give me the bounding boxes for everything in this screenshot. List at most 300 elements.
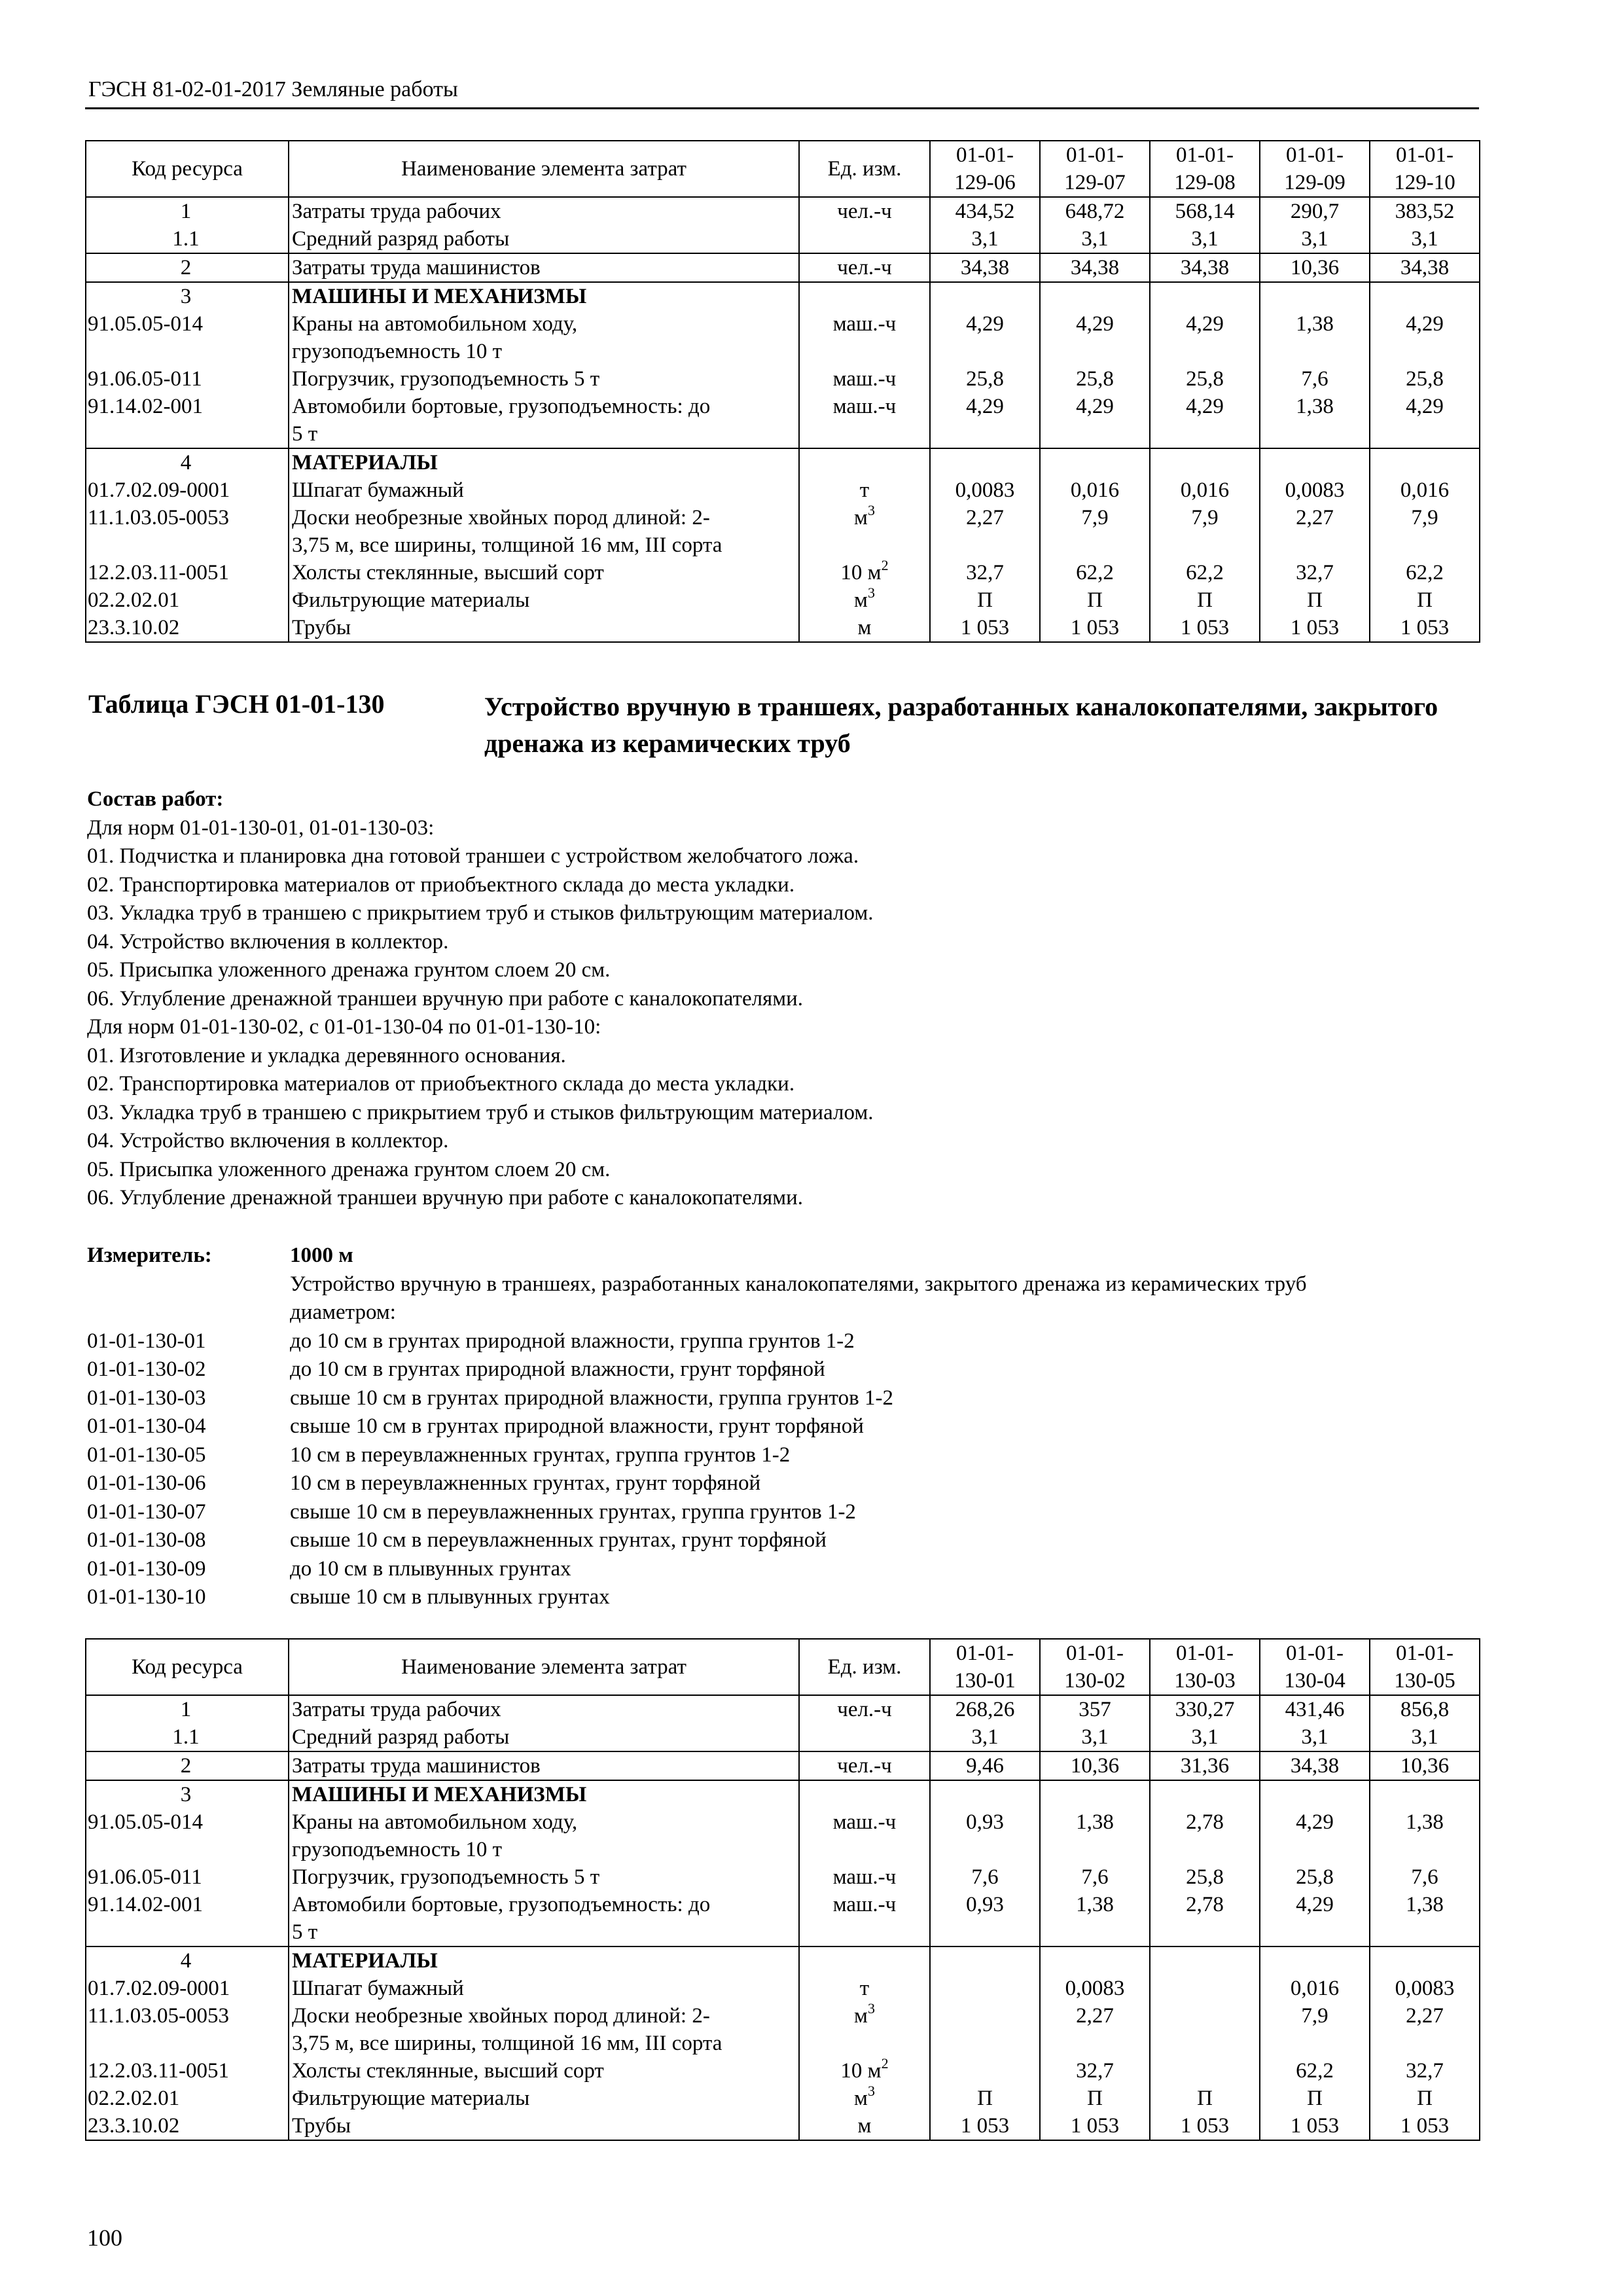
norm-value: 7,6 [930,1863,1040,1891]
table-label: Таблица ГЭСН 01-01-130 [88,689,385,719]
norm-value: 4,29 [1150,393,1260,448]
unit [799,559,930,586]
norm-value: 7,9 [1370,504,1480,559]
resource-code: 02.2.02.01 [86,2085,289,2112]
header-norm-code-line: 01-01- [1066,1641,1124,1665]
norm-value: 2,78 [1150,1891,1260,1946]
measurement-label: Измеритель: [87,1244,212,1267]
norm-value: 1 053 [1150,614,1260,642]
norm-value: 856,8 [1370,1695,1480,1723]
header-norm-code-line: 129-06 [954,171,1016,194]
norm-value: 357 [1040,1695,1150,1723]
cost-element-name [289,1780,799,1808]
norm-value: 434,52 [930,197,1040,225]
norm-value: 568,14 [1150,197,1260,225]
header-norm-code-line: 01-01- [1176,1641,1234,1665]
norm-value: 1,38 [1260,393,1370,448]
norm-value [1260,448,1370,476]
unit-text: 10 м [840,561,882,584]
work-composition [87,785,1461,1213]
work-step: 02. Транспортировка материалов от приобъектного склада до места укладки. [87,872,795,897]
norm-item [87,1441,1474,1470]
table-row [86,225,1480,253]
norm-value [930,448,1040,476]
unit [799,1946,930,1975]
table-row [86,1891,1480,1946]
table-row [86,1695,1480,1723]
table-row [86,2085,1480,2112]
norm-value: 62,2 [1260,2057,1370,2085]
cost-element-line: 3,75 м, все ширины, толщиной 16 мм, III сорта [292,533,722,557]
unit-text: м [854,506,868,529]
table-row [86,1863,1480,1891]
cost-element-line: Автомобили бортовые, грузоподъемность: до [292,1893,711,1916]
header-norm-code-line: 130-03 [1174,1669,1236,1693]
norm-item [87,1583,1474,1612]
table-row [86,1975,1480,2002]
work-step: 01. Изготовление и укладка деревянного основания. [87,1043,566,1067]
cost-element-line: Затраты труда машинистов [292,256,541,279]
cost-element-name [289,365,799,393]
cost-element-line: грузоподъемность 10 т [292,1838,503,1861]
cost-element-line: Затраты труда рабочих [292,200,501,223]
unit [799,1863,930,1891]
norm-value: 290,7 [1260,197,1370,225]
norm-value: 7,6 [1370,1863,1480,1891]
norm-description: 10 см в переувлажненных грунтах, группа грунтов 1-2 [290,1443,791,1467]
norm-value: 2,27 [930,504,1040,559]
norm-value: 25,8 [1150,365,1260,393]
header-norm-code-line: 01-01- [1396,143,1454,167]
unit [799,504,930,559]
cost-element-line: Холсты стеклянные, высший сорт [292,2059,604,2083]
unit [799,310,930,365]
cost-element-line: Шпагат бумажный [292,1977,464,2000]
norm-description: свыше 10 см в переувлажненных грунтах, группа грунтов 1-2 [290,1499,856,1524]
norm-value: 3,1 [1370,1723,1480,1751]
cost-element-line: МАШИНЫ И МЕХАНИЗМЫ [292,285,587,308]
unit [799,2057,930,2085]
header-norm-code-line: 130-05 [1394,1669,1455,1693]
cost-element-line: Средний разряд работы [292,1725,510,1749]
header-unit: Ед. изм. [799,1639,930,1695]
unit [799,2002,930,2057]
norm-value [930,1946,1040,1975]
norm-value: 3,1 [1260,225,1370,253]
table-row [86,2112,1480,2140]
table-row [86,365,1480,393]
header-norm-code-line: 01-01- [1396,1641,1454,1665]
norm-value: 4,29 [1260,1891,1370,1946]
header-norm-code-line: 129-09 [1284,171,1346,194]
norm-value: 3,1 [1040,1723,1150,1751]
norm-value: 2,78 [1150,1808,1260,1863]
unit-text: маш.-ч [832,395,897,418]
unit [799,1695,930,1723]
norm-value: 7,6 [1260,365,1370,393]
cost-element-name [289,448,799,476]
norm-description: до 10 см в грунтах природной влажности, группа грунтов 1-2 [290,1329,855,1353]
cost-element-name [289,1751,799,1780]
cost-element-name [289,282,799,310]
norm-value: 10,36 [1040,1751,1150,1780]
norm-value: 34,38 [1370,253,1480,282]
norm-description: до 10 см в грунтах природной влажности, грунт торфяной [290,1357,825,1381]
header-rule [85,107,1479,109]
unit-text: маш.-ч [832,1810,897,1834]
norm-value [1150,448,1260,476]
norm-code: 01-01-130-03 [87,1386,206,1410]
norm-value [1040,1780,1150,1808]
unit-text: м [857,2114,872,2138]
norm-value: 4,29 [1370,310,1480,365]
measurement-description-cont: диаметром: [290,1300,396,1324]
resource-code: 1.1 [86,225,289,253]
norm-value: 25,8 [1260,1863,1370,1891]
resource-code: 1 [86,1695,289,1723]
resource-code: 91.06.05-011 [86,365,289,393]
norm-code: 01-01-130-10 [87,1585,206,1609]
cost-element-line: МАТЕРИАЛЫ [292,1949,438,1973]
norm-value: 1,38 [1370,1808,1480,1863]
resource-code: 91.05.05-014 [86,1808,289,1863]
cost-element-name [289,2057,799,2085]
norm-value [1150,1946,1260,1975]
cost-element-line: 5 т [292,1920,318,1944]
unit [799,393,930,448]
table-row [86,586,1480,614]
header-resource-code: Код ресурса [86,1639,289,1695]
table-row [86,476,1480,504]
resource-code: 01.7.02.09-0001 [86,1975,289,2002]
norm-code: 01-01-130-07 [87,1499,206,1524]
cost-element-line: 3,75 м, все ширины, толщиной 16 мм, III сорта [292,2032,722,2055]
norm-value: 7,9 [1150,504,1260,559]
resource-code: 2 [86,1751,289,1780]
norm-value [1370,1946,1480,1975]
cost-element-name [289,476,799,504]
norm-description: до 10 см в плывунных грунтах [290,1556,571,1581]
norm-value: 2,27 [1370,2002,1480,2057]
norm-value: 0,0083 [1040,1975,1150,2002]
cost-element-line: Доски необрезные хвойных пород длиной: 2- [292,2004,710,2028]
norm-value: П [1370,2085,1480,2112]
norm-value [1260,1780,1370,1808]
norm-value: 0,016 [1260,1975,1370,2002]
norm-value: 1,38 [1370,1891,1480,1946]
resource-code: 4 [86,448,289,476]
norm-value: 1,38 [1040,1808,1150,1863]
resource-code: 91.05.05-014 [86,310,289,365]
cost-element-line: Погрузчик, грузоподъемность 5 т [292,367,600,391]
unit-text: чел.-ч [837,256,892,279]
norm-value [930,2002,1040,2057]
norm-value [1150,282,1260,310]
cost-element-line: Фильтрующие материалы [292,2087,530,2110]
norm-value [1150,2057,1260,2085]
table-row [86,448,1480,476]
cost-element-name [289,1808,799,1863]
unit-exponent: 3 [867,2000,875,2017]
norm-value: 1,38 [1260,310,1370,365]
norm-value: 62,2 [1040,559,1150,586]
norm-value: 383,52 [1370,197,1480,225]
work-step: 04. Устройство включения в коллектор. [87,929,449,954]
table-row [86,1780,1480,1808]
cost-element-name [289,586,799,614]
cost-element-name [289,2112,799,2140]
resource-code: 91.14.02-001 [86,1891,289,1946]
norm-value: 4,29 [1040,393,1150,448]
norm-value: 7,9 [1040,504,1150,559]
unit [799,365,930,393]
norm-value: 32,7 [930,559,1040,586]
work-step: 04. Устройство включения в коллектор. [87,1129,449,1153]
norm-description: свыше 10 см в плывунных грунтах [290,1585,610,1609]
header-norm-code-line: 130-01 [954,1669,1016,1693]
table-row [86,559,1480,586]
header-resource-code: Код ресурса [86,141,289,197]
norm-value: П [1040,586,1150,614]
norm-value: 1,38 [1040,1891,1150,1946]
header-norm-code [1040,141,1150,197]
resource-code: 1 [86,197,289,225]
unit-exponent: 2 [881,2055,889,2072]
norm-value: 4,29 [930,393,1040,448]
norm-description: свыше 10 см в грунтах природной влажности, грунт торфяной [290,1414,864,1438]
norm-value: 0,0083 [1260,476,1370,504]
header-norm-code [1150,1639,1260,1695]
norm-code: 01-01-130-08 [87,1528,206,1552]
header-cost-element: Наименование элемента затрат [289,141,799,197]
cost-element-name [289,197,799,225]
norm-value [1150,2002,1260,2057]
norm-description: свыше 10 см в грунтах природной влажности, группа грунтов 1-2 [290,1386,893,1410]
unit [799,1891,930,1946]
norm-value: П [930,586,1040,614]
norm-value: 25,8 [1370,365,1480,393]
resource-code: 12.2.03.11-0051 [86,2057,289,2085]
cost-element-line: МАТЕРИАЛЫ [292,451,438,475]
table-row [86,253,1480,282]
norm-value: 62,2 [1370,559,1480,586]
cost-element-line: Доски необрезные хвойных пород длиной: 2- [292,506,710,529]
resource-code: 01.7.02.09-0001 [86,476,289,504]
unit-text: 10 м [840,2059,882,2083]
header-norm-code [1260,1639,1370,1695]
norm-value: 1 053 [930,2112,1040,2140]
norm-value [1260,282,1370,310]
resource-code: 91.14.02-001 [86,393,289,448]
norm-item [87,1469,1474,1498]
work-step: 05. Присыпка уложенного дренажа грунтом слоем 20 см. [87,1157,611,1181]
header-norm-code-line: 01-01- [1286,1641,1344,1665]
norm-value: П [1260,2085,1370,2112]
work-step: 03. Укладка труб в траншею с прикрытием труб и стыков фильтрующим материалом. [87,1100,874,1124]
cost-element-line: грузоподъемность 10 т [292,340,503,363]
header-norm-code [1150,141,1260,197]
norm-value: 0,016 [1370,476,1480,504]
header-norm-code-line: 01-01- [1176,143,1234,167]
norm-value: 7,9 [1260,2002,1370,2057]
header-norm-code [1260,141,1370,197]
norm-value [1150,1780,1260,1808]
resource-code: 12.2.03.11-0051 [86,559,289,586]
unit-exponent: 2 [881,557,889,573]
norm-description: 10 см в переувлажненных грунтах, грунт торфяной [290,1471,761,1495]
header-norm-code [930,141,1040,197]
running-title: ГЭСН 81-02-01-2017 Земляные работы [88,77,458,101]
norm-value: 3,1 [930,225,1040,253]
norm-item [87,1526,1474,1555]
norm-value: 10,36 [1260,253,1370,282]
cost-element-name [289,559,799,586]
cost-element-line: Автомобили бортовые, грузоподъемность: до [292,395,711,418]
unit-text: м [854,2004,868,2028]
resource-code: 1.1 [86,1723,289,1751]
norm-code: 01-01-130-05 [87,1443,206,1467]
norm-code: 01-01-130-02 [87,1357,206,1381]
cost-element-name [289,1891,799,1946]
table-row [86,1808,1480,1863]
unit-exponent: 3 [867,584,875,601]
header-norm-code-line: 01-01- [1286,143,1344,167]
norm-value: П [1150,586,1260,614]
unit [799,1751,930,1780]
unit-text: м [854,2087,868,2110]
table-row [86,1723,1480,1751]
norm-value: 62,2 [1150,559,1260,586]
cost-element-line: Холсты стеклянные, высший сорт [292,561,604,584]
header-cost-element: Наименование элемента затрат [289,1639,799,1695]
header-norm-code-line: 129-08 [1174,171,1236,194]
header-norm-code-line: 01-01- [956,1641,1014,1665]
unit [799,225,930,253]
norm-value: 1 053 [1040,614,1150,642]
norm-value: 34,38 [1040,253,1150,282]
norm-value: 0,016 [1150,476,1260,504]
norm-value [930,282,1040,310]
norm-value: 648,72 [1040,197,1150,225]
norm-value [1040,1946,1150,1975]
resource-code: 11.1.03.05-0053 [86,2002,289,2057]
norm-item [87,1327,1474,1356]
norm-value: 431,46 [1260,1695,1370,1723]
table-row [86,2002,1480,2057]
norm-value: 3,1 [1040,225,1150,253]
unit-text: чел.-ч [837,1698,892,1721]
unit [799,476,930,504]
resource-code: 02.2.02.01 [86,586,289,614]
norm-value: 32,7 [1370,2057,1480,2085]
cost-element-line: Затраты труда машинистов [292,1754,541,1778]
norm-value: 32,7 [1260,559,1370,586]
unit [799,253,930,282]
table-row [86,614,1480,642]
norm-code: 01-01-130-04 [87,1414,206,1438]
resource-code: 23.3.10.02 [86,2112,289,2140]
measurement-value: 1000 м [290,1244,353,1267]
header-norm-code [1370,141,1480,197]
table-row [86,2057,1480,2085]
cost-element-line: МАШИНЫ И МЕХАНИЗМЫ [292,1783,587,1806]
unit [799,2085,930,2112]
norm-item [87,1412,1474,1441]
table-row [86,393,1480,448]
unit [799,1780,930,1808]
cost-element-line: Шпагат бумажный [292,478,464,502]
page-number: 100 [87,2225,122,2251]
cost-element-line: Затраты труда рабочих [292,1698,501,1721]
norm-item [87,1355,1474,1384]
norm-value: 4,29 [1150,310,1260,365]
unit-text: м [854,588,868,612]
cost-element-name [289,1975,799,2002]
norm-value: П [1040,2085,1150,2112]
unit [799,1808,930,1863]
header-norm-code-line: 01-01- [1066,143,1124,167]
norm-value: П [1260,586,1370,614]
cost-element-line: Средний разряд работы [292,227,510,251]
cost-element-name [289,310,799,365]
resource-table-129 [85,140,1480,643]
unit-exponent: 3 [867,502,875,518]
cost-element-name [289,1946,799,1975]
work-step: Для норм 01-01-130-02, с 01-01-130-04 по 01-01-130-10: [87,1015,601,1039]
norm-value: 0,93 [930,1808,1040,1863]
norm-value: 1 053 [1260,614,1370,642]
cost-element-name [289,1695,799,1723]
norm-value: 2,27 [1040,2002,1150,2057]
norm-value: 3,1 [930,1723,1040,1751]
cost-element-name [289,1863,799,1891]
cost-element-name [289,225,799,253]
norm-value: 4,29 [930,310,1040,365]
work-step: 02. Транспортировка материалов от приобъектного склада до места укладки. [87,1072,795,1096]
norm-value: 10,36 [1370,1751,1480,1780]
unit [799,614,930,642]
header-norm-code-line: 129-07 [1064,171,1126,194]
norm-value: 1 053 [930,614,1040,642]
unit-text: т [859,478,870,502]
norm-value: 34,38 [930,253,1040,282]
norm-item [87,1384,1474,1413]
norm-value [930,2057,1040,2085]
unit [799,197,930,225]
cost-element-name [289,2002,799,2057]
norm-value [1150,1975,1260,2002]
header-norm-code [930,1639,1040,1695]
norm-value: 32,7 [1040,2057,1150,2085]
norm-value: 268,26 [930,1695,1040,1723]
cost-element-line: Погрузчик, грузоподъемность 5 т [292,1865,600,1889]
table-row [86,1751,1480,1780]
unit [799,586,930,614]
norm-value [1370,282,1480,310]
header-norm-code-line: 129-10 [1394,171,1455,194]
norm-code: 01-01-130-06 [87,1471,206,1495]
norm-value [1370,448,1480,476]
norm-value: 31,36 [1150,1751,1260,1780]
norm-list [87,1327,1474,1612]
resource-code: 2 [86,253,289,282]
table-row [86,504,1480,559]
unit-text: чел.-ч [837,1754,892,1778]
norm-value: 1 053 [1150,2112,1260,2140]
table-row [86,1946,1480,1975]
header-norm-code-line: 130-04 [1284,1669,1346,1693]
norm-value: 25,8 [1150,1863,1260,1891]
